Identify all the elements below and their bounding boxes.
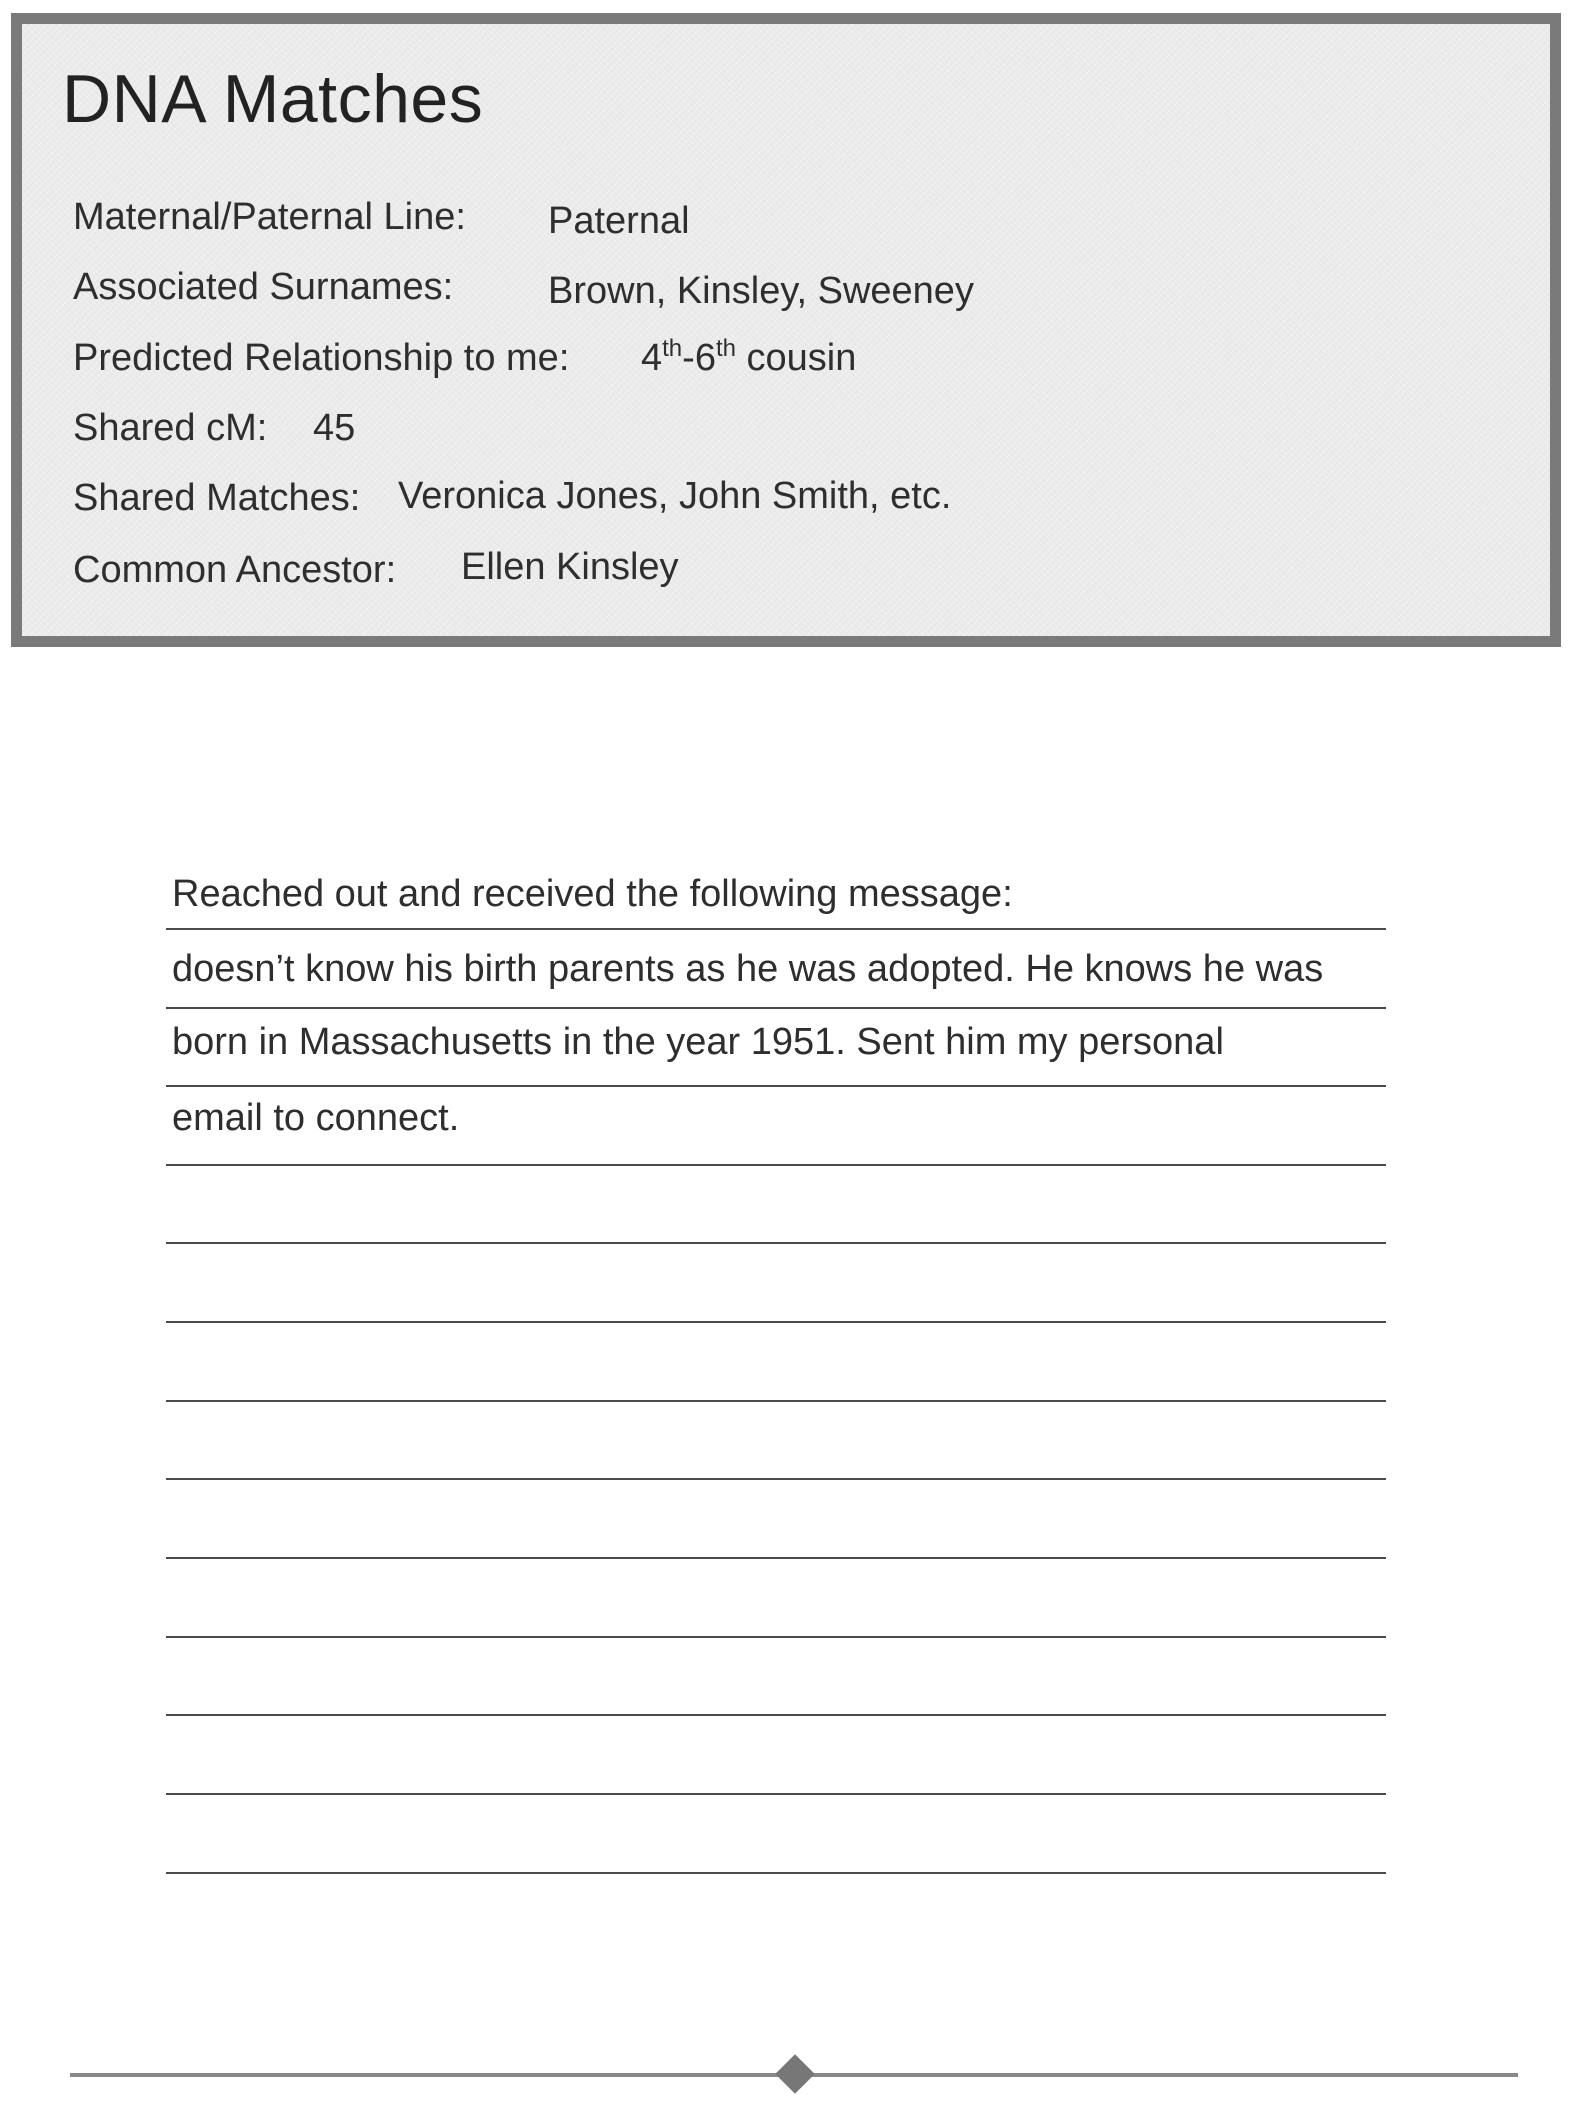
field-label: Predicted Relationship to me: [73,337,570,379]
writing-line [166,1557,1386,1559]
field-label: Common Ancestor: [73,549,397,591]
writing-line [166,1872,1386,1874]
writing-line [166,1007,1386,1009]
writing-line [166,1242,1386,1244]
writing-line [166,928,1386,930]
note-line-1: Reached out and received the following message: [172,873,1013,915]
field-value: Ellen Kinsley [461,546,679,588]
writing-line [166,1478,1386,1480]
writing-line [166,1321,1386,1323]
note-line-3: born in Massachusetts in the year 1951. Sent him my personal [172,1021,1224,1063]
field-value: 45 [313,407,356,449]
writing-line [166,1636,1386,1638]
field-label: Shared Matches: [73,477,361,519]
field-label: Associated Surnames: [73,266,454,308]
writing-line [166,1085,1386,1087]
page-title: DNA Matches [62,61,484,137]
field-value: 4th-6th cousin [641,335,857,379]
writing-line [166,1793,1386,1795]
note-line-4: email to connect. [172,1097,460,1139]
field-label: Maternal/Paternal Line: [73,196,466,238]
field-value: Brown, Kinsley, Sweeney [548,270,974,312]
field-value: Veronica Jones, John Smith, etc. [398,475,952,517]
note-line-2: doesn’t know his birth parents as he was adopted. He knows he was [172,948,1324,990]
writing-line [166,1714,1386,1716]
field-value: Paternal [548,200,690,242]
writing-line [166,1164,1386,1166]
diamond-ornament-icon [775,2054,815,2094]
writing-line [166,1400,1386,1402]
field-label: Shared cM: [73,407,268,449]
